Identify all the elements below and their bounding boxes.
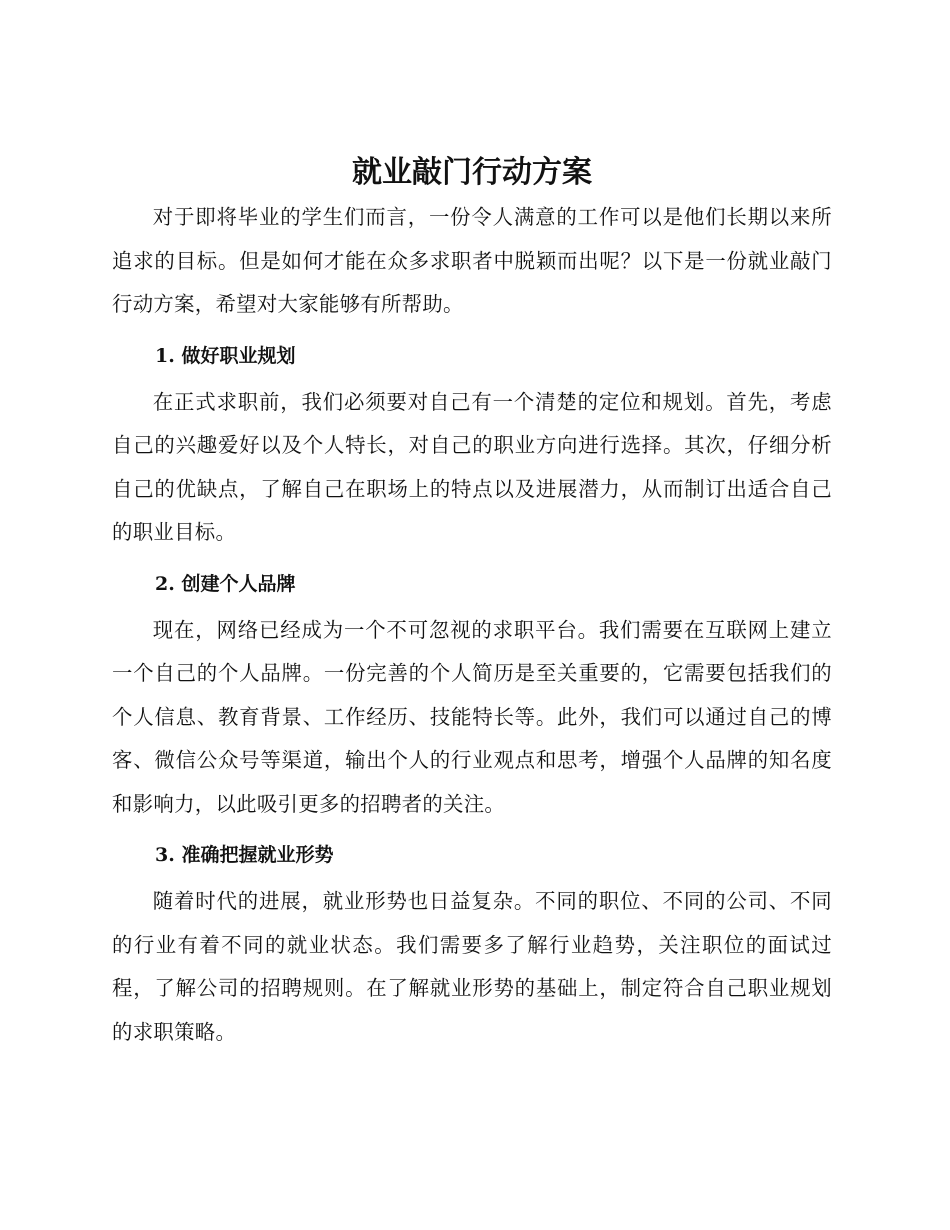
section-body-employment-situation: 随着时代的进展，就业形势也日益复杂。不同的职位、不同的公司、不同的行业有着不同的就业状态。我们需要多了解行业趋势，关注职位的面试过程，了解公司的招聘规则。在了解就业形势的基础上，制定符合自己职业规划的求职策略。 xyxy=(112,889,832,1044)
intro-paragraph: 对于即将毕业的学生们而言，一份令人满意的工作可以是他们长期以来所追求的目标。但是如何才能在众多求职者中脱颖而出呢？以下是一份就业敲门行动方案，希望对大家能够有所帮助。 xyxy=(112,205,832,316)
section-heading-personal-brand: 2. 创建个人品牌 xyxy=(155,572,296,595)
section-heading-employment-situation: 3. 准确把握就业形势 xyxy=(155,844,334,866)
section-body-personal-brand: 现在，网络已经成为一个不可忽视的求职平台。我们需要在互联网上建立一个自己的个人品牌。一份完善的个人简历是至关重要的，它需要包括我们的个人信息、教育背景、工作经历、技能特长等。此外，我们可以通过自己的博客、微信公众号等渠道，输出个人的行业观点和思考，增强个人品牌的知名度和影响力，以此吸引更多的招聘者的关注。 xyxy=(112,617,832,816)
section-body-career-planning: 在正式求职前，我们必须要对自己有一个清楚的定位和规划。首先，考虑自己的兴趣爱好以及个人特长，对自己的职业方向进行选择。其次，仔细分析自己的优缺点，了解自己在职场上的特点以及进展潜力，从而制订出适合自己的职业目标。 xyxy=(112,389,832,544)
document-title: 就业敲门行动方案 xyxy=(352,155,592,190)
document-content xyxy=(112,150,832,1054)
section-heading-career-planning: 1. 做好职业规划 xyxy=(155,344,296,367)
